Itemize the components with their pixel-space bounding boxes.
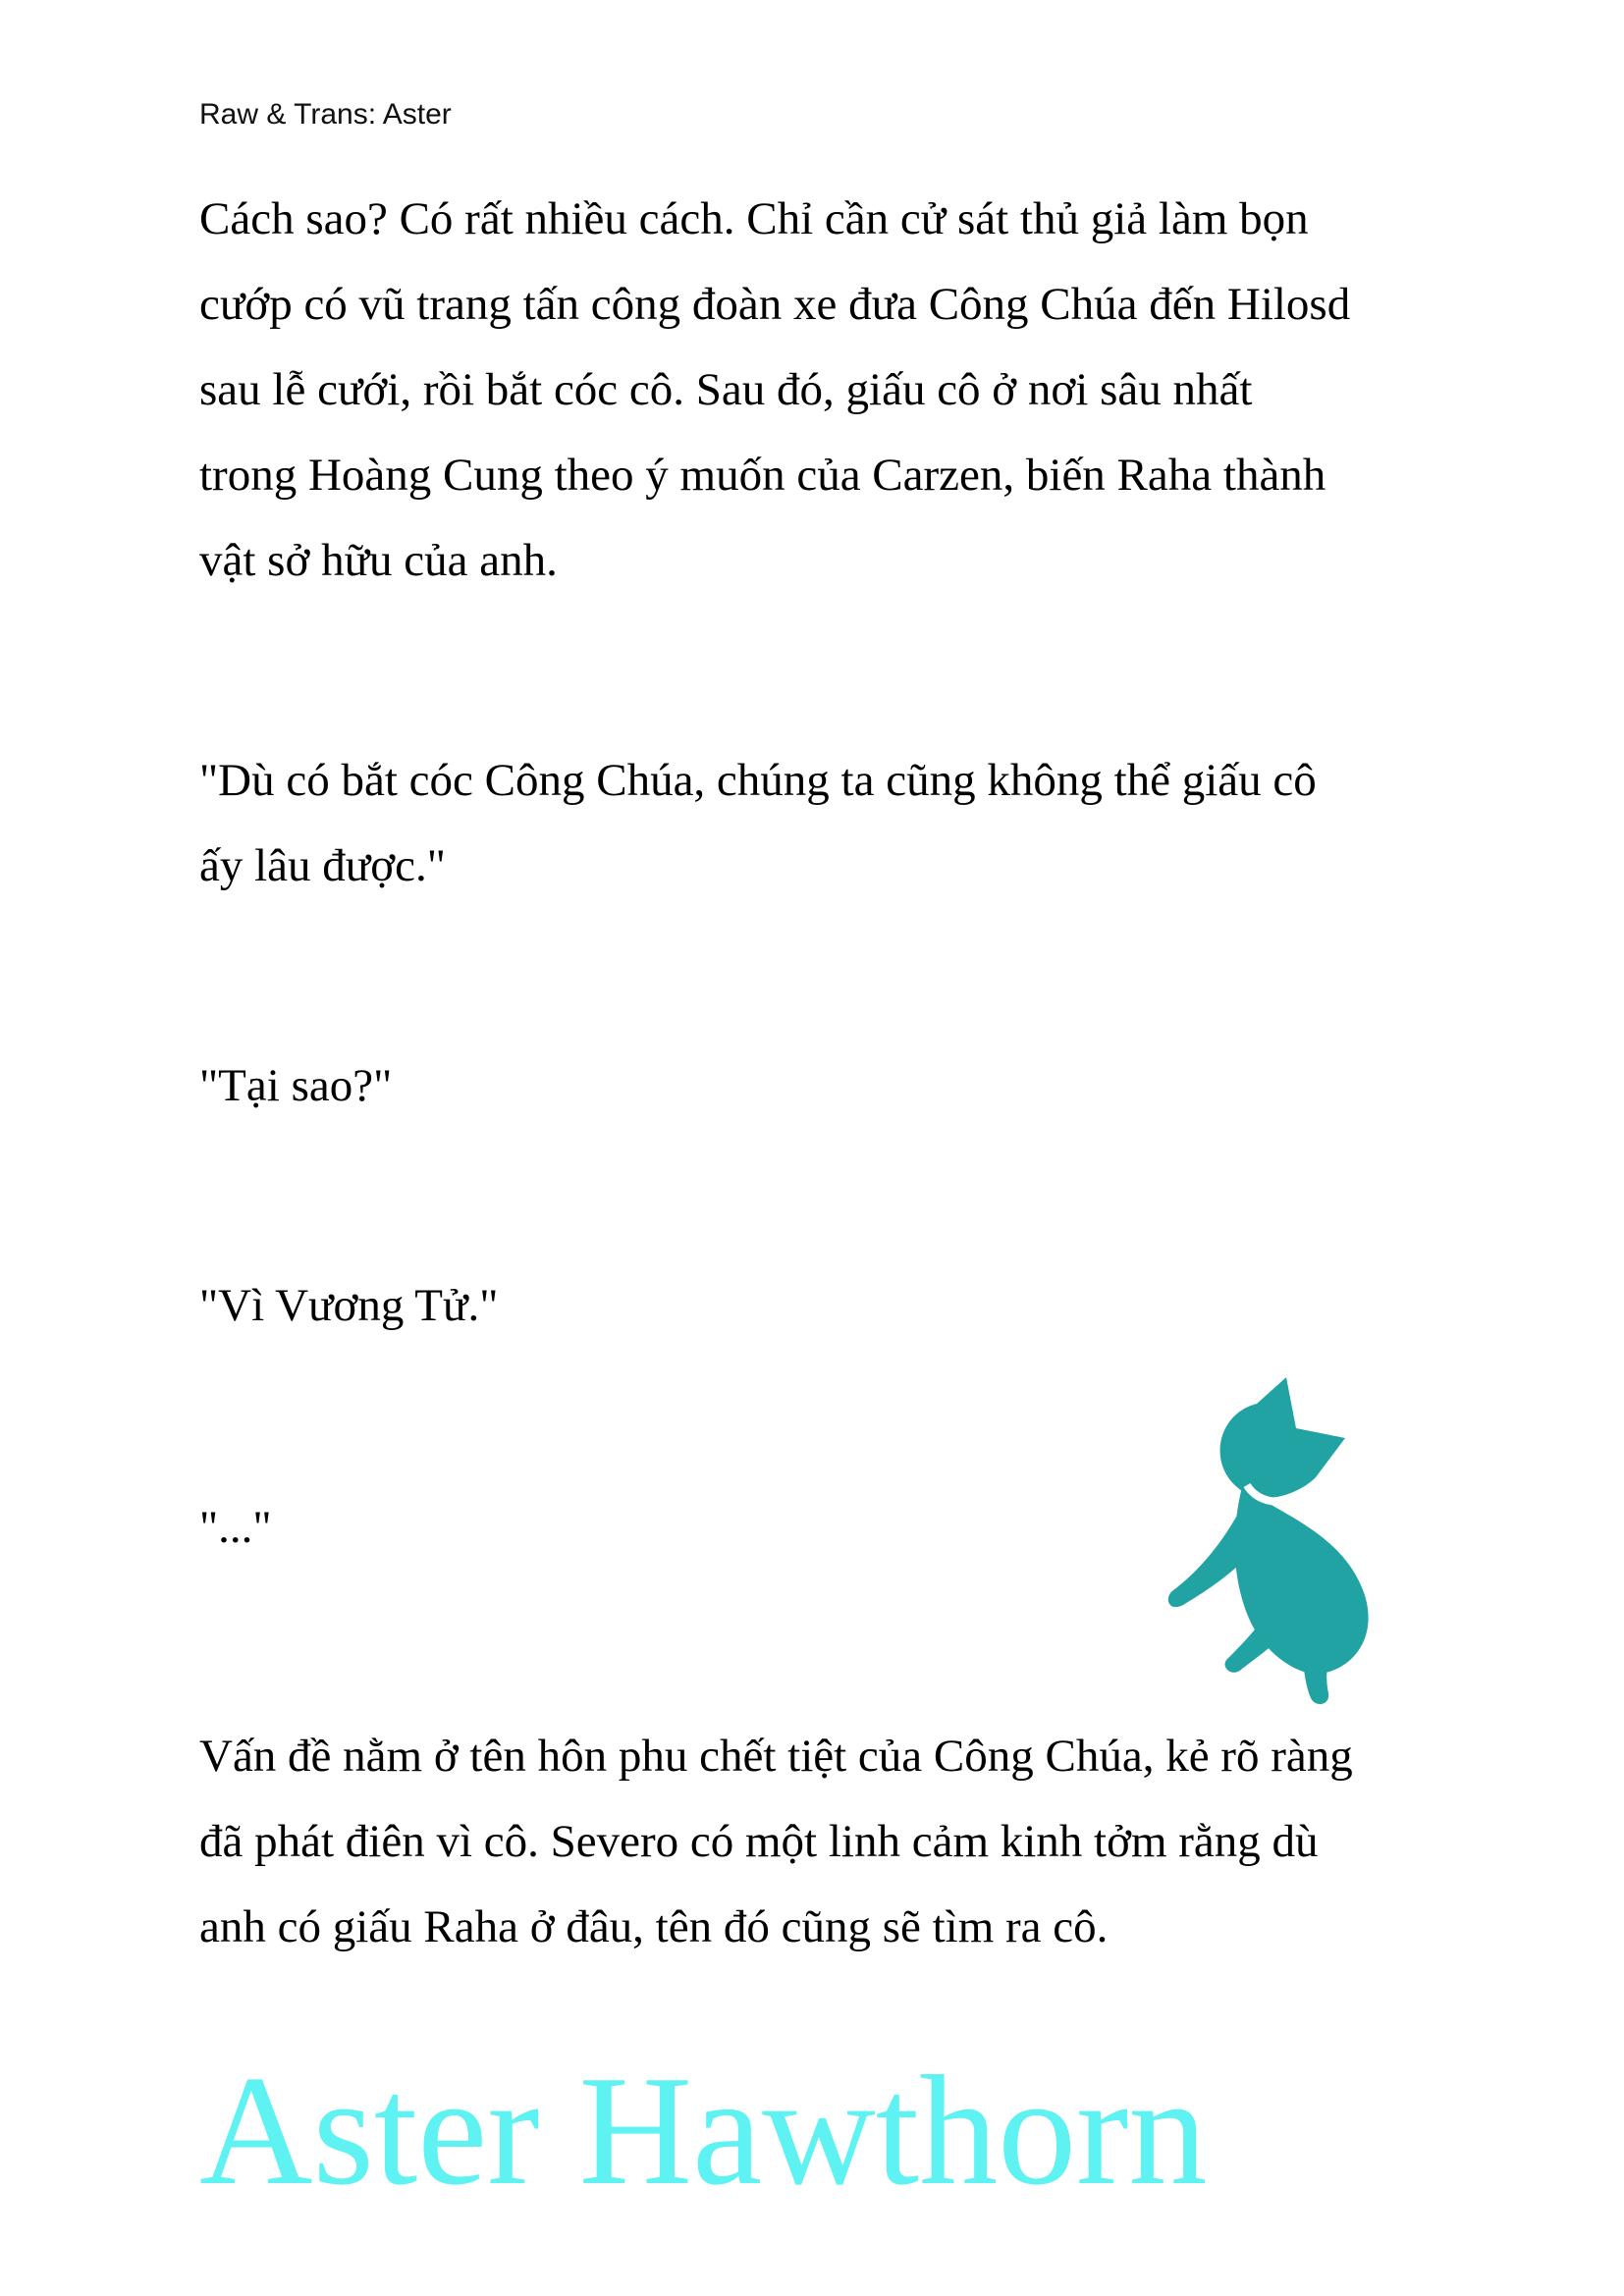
- text-line: "Dù có bắt cóc Công Chúa, chúng ta cũng không thể giấu cô: [199, 755, 1317, 806]
- text-line: Cách sao? Có rất nhiều cách. Chỉ cần cử sát thủ giả làm bọn: [199, 193, 1309, 244]
- text-line: "Vì Vương Tử.": [199, 1280, 499, 1331]
- text-line: vật sở hữu của anh.: [199, 535, 558, 586]
- text-line: "...": [199, 1502, 272, 1553]
- text-line: Vấn đề nằm ở tên hôn phu chết tiệt của Công Chúa, kẻ rõ ràng: [199, 1731, 1353, 1782]
- text-line: sau lễ cưới, rồi bắt cóc cô. Sau đó, giấu cô ở nơi sâu nhất: [199, 364, 1253, 415]
- text-line: "Tại sao?": [199, 1060, 393, 1111]
- text-line: đã phát điên vì cô. Severo có một linh cảm kinh tởm rằng dù: [199, 1816, 1319, 1867]
- text-line: ấy lâu được.": [199, 840, 446, 891]
- text-line: anh có giấu Raha ở đâu, tên đó cũng sẽ tìm ra cô.: [199, 1901, 1109, 1952]
- cat-silhouette-icon: [1149, 1369, 1384, 1708]
- translator-credit: Raw & Trans: Aster: [199, 98, 452, 131]
- watermark-text: Aster Hawthorn: [199, 2043, 1208, 2217]
- text-line: trong Hoàng Cung theo ý muốn của Carzen, biến Raha thành: [199, 450, 1326, 501]
- text-line: cướp có vũ trang tấn công đoàn xe đưa Công Chúa đến Hilosd: [199, 279, 1351, 330]
